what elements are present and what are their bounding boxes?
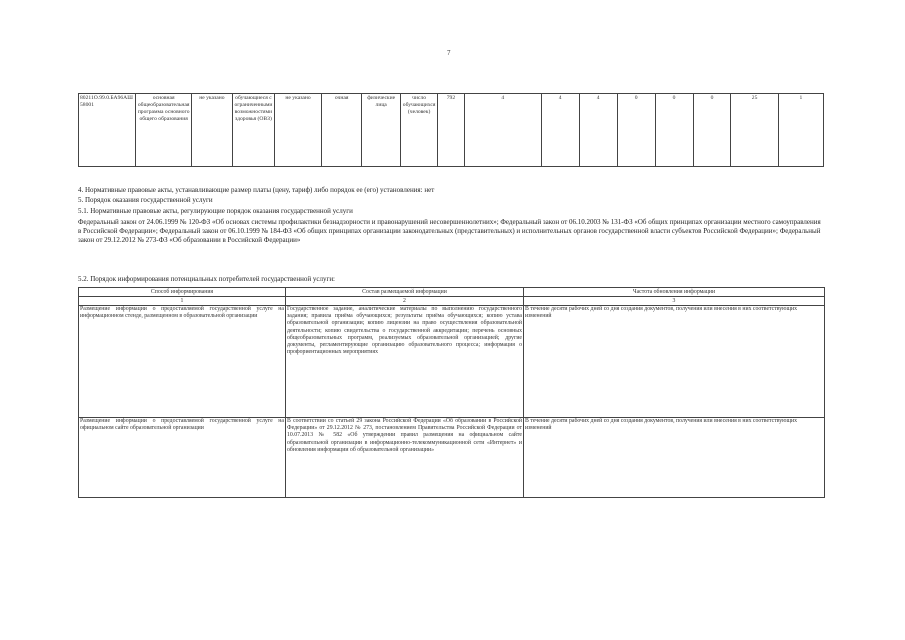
table-cell: 0 [693, 94, 731, 167]
table-cell: 792 [438, 94, 465, 167]
column-number: 3 [524, 297, 825, 306]
service-indicator-table [78, 93, 824, 167]
section-4-paragraph: 4. Нормативные правовые акты, устанавливающие размер платы (цену, тариф) либо порядок ее (его) установления: нет [78, 186, 435, 194]
method-cell: Размещение информации о предоставляемой государственной услуге на официальном сайте образовательной организации [79, 418, 286, 498]
laws-paragraph: Федеральный закон от 24.06.1999 № 120-ФЗ «Об основах системы профилактики безнадзорности и правонарушений несовершеннолетних»; Федеральный закон от 06.10.2003 № 131-ФЗ «Об общих принципах организации местного самоуправления в Российской Федерации»; Федеральный закон от 06.10.1999 № 184-ФЗ «Об общих принципах организации законодательных (представительных) и исполнительных органов государственной власти субъектов Российской Федерации»; Федеральный закон от 29.12.2012 № 273-ФЗ «Об образовании в Российской Федерации» [78, 218, 821, 244]
table-cell: 25 [731, 94, 778, 167]
column-header: Частота обновления информации [524, 288, 825, 297]
table-cell: 4 [541, 94, 579, 167]
table-row [79, 306, 825, 418]
table-row [79, 418, 825, 498]
table-cell: число обучающихся (человек) [401, 94, 438, 167]
table-cell: 4 [579, 94, 617, 167]
column-number: 1 [79, 297, 286, 306]
column-number: 2 [286, 297, 524, 306]
content-cell: В соответствии со статьей 29 закона Российской Федерации «Об образовании в Российской Федерации» от 29.12.2012 № 273, постановлением Правительства Российской Федерации от 10.07.2013 № 582 «Об утверждении правил размещения на официальном сайте образовательной организации в информационно-телекоммуникационной сети «Интернет» и обновления информации об образовательной организации» [286, 418, 524, 498]
table-cell: не указано [191, 94, 232, 167]
page-number: 7 [447, 49, 451, 57]
section-5-2-heading: 5.2. Порядок информирования потенциальных потребителей государственной услуги: [78, 275, 336, 283]
table-cell: 4 [464, 94, 541, 167]
table-cell: не указано [274, 94, 321, 167]
table-cell: 1 [778, 94, 823, 167]
table-cell: 0 [617, 94, 655, 167]
information-table [78, 287, 825, 498]
content-cell: Государственное задание, аналитические материалы по выполнению государственного задания; правила приёма обучающихся; результаты приёма обучающихся; копию устава образовательной организации; копию лицензии на право осуществления образовательной деятельности; копию свидетельства о государственной аккредитации; перечень основных общеобразовательных программ, реализуемых образовательной организацией; другие документы, регламентирующие организацию образовательного процесса; информация о профориентационных мероприятиях [286, 306, 524, 418]
table-cell: обучающиеся с ограниченными возможностями здоровья (ОВЗ) [232, 94, 274, 167]
table-cell: 0 [655, 94, 693, 167]
frequency-cell: В течение десяти рабочих дней со дня создания документов, получения или внесения в них соответствующих изменений [524, 306, 825, 418]
column-number-row [79, 297, 825, 306]
section-5-heading: 5. Порядок оказания государственной услуги [78, 196, 213, 204]
column-header: Способ информирования [79, 288, 286, 297]
table-cell: основная общеобразовательная программа основного общего образования [136, 94, 191, 167]
table-cell: 80211О.99.0.БА96АШ58001 [79, 94, 136, 167]
table-cell: физические лица [362, 94, 401, 167]
table-header-row [79, 288, 825, 297]
section-5-1-heading: 5.1. Нормативные правовые акты, регулирующие порядок оказания государственной услуги [78, 207, 353, 215]
table-row [79, 94, 824, 167]
method-cell: Размещение информации о предоставляемой государственной услуге на информационном стенде, размещенном в образовательной организации [79, 306, 286, 418]
frequency-cell: В течение десяти рабочих дней со дня создания документов, получения или внесения в них соответствующих изменений [524, 418, 825, 498]
column-header: Состав размещаемой информации [286, 288, 524, 297]
table-cell: очная [322, 94, 362, 167]
